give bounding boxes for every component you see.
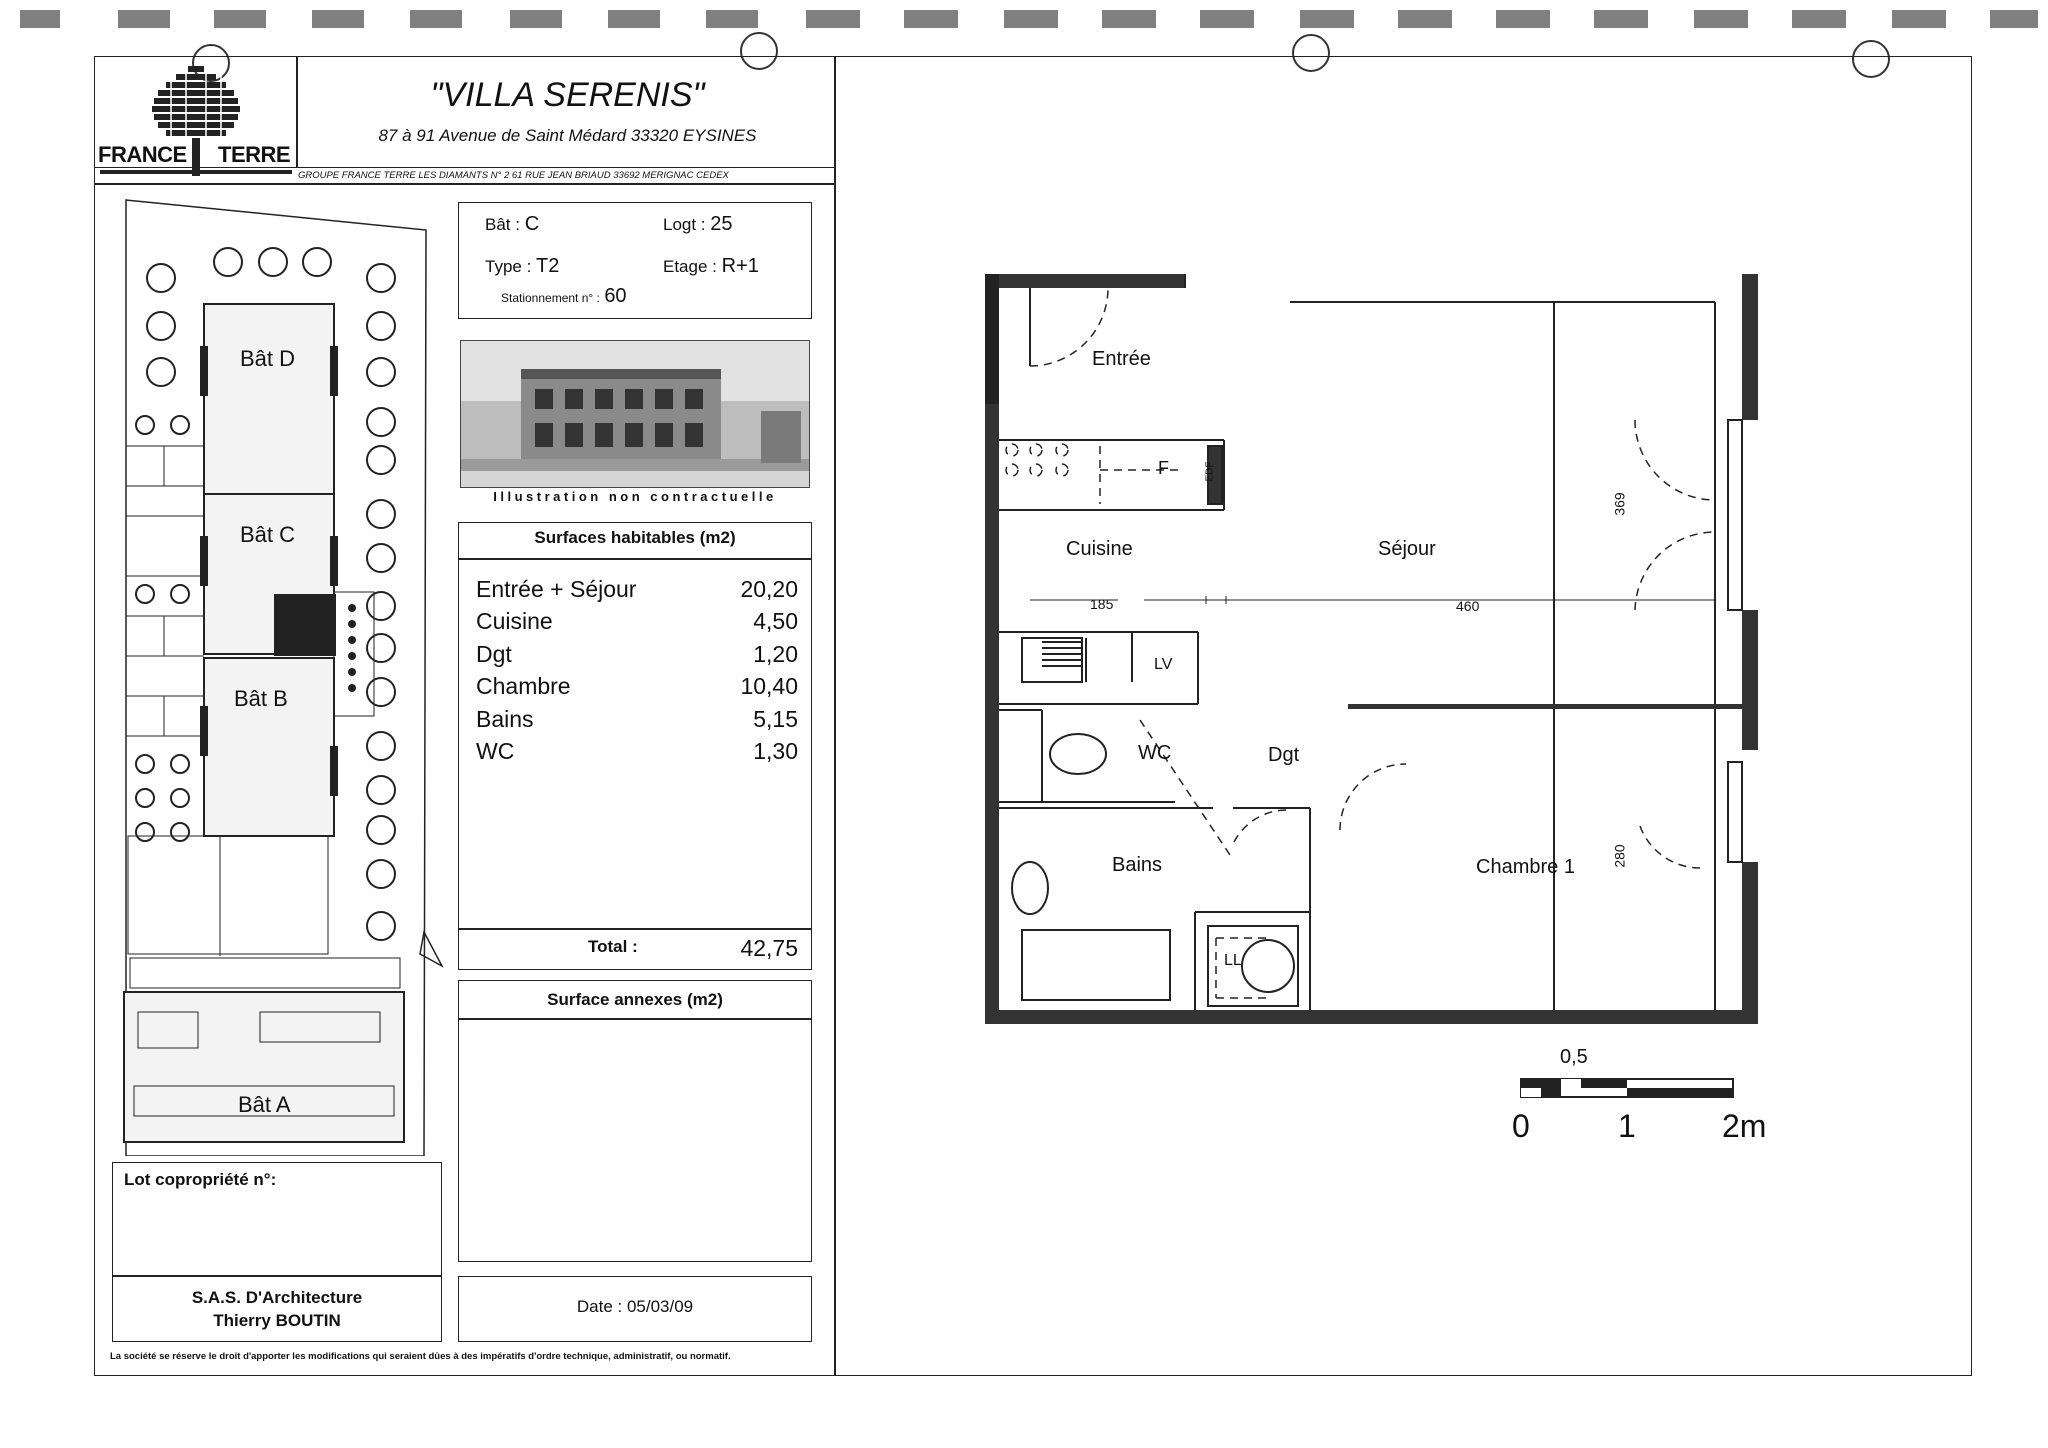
stationnement-label: Stationnement n° :: [501, 291, 600, 305]
surface-row-label: WC: [476, 738, 515, 764]
logt-field: [663, 213, 733, 236]
surface-row-label: Bains: [476, 706, 534, 732]
architect-box: [112, 1276, 442, 1342]
room-entree: Entrée: [1092, 348, 1151, 370]
surface-row-value: 1,30: [753, 738, 798, 764]
room-bains: Bains: [1112, 854, 1163, 876]
surface-row-label: Entrée + Séjour: [476, 576, 637, 602]
bat-c-label: Bât C: [240, 522, 296, 547]
project-address: 87 à 91 Avenue de Saint Médard 33320 EYSINES: [378, 126, 757, 145]
surface-row-label: Chambre: [476, 673, 571, 699]
logo-text-right: TERRE: [218, 142, 291, 167]
logo-text-left: FRANCE: [98, 142, 187, 167]
type-field: [485, 255, 559, 278]
etage-field: [663, 255, 759, 278]
room-chambre: Chambre 1: [1476, 856, 1575, 878]
etage-value: R+1: [721, 255, 759, 277]
surface-row-value: 20,20: [740, 576, 798, 602]
total-label: Total :: [588, 937, 638, 956]
bat-b-label: Bât B: [234, 686, 288, 711]
surfaces-total-divider: [458, 928, 812, 930]
header-divider: [94, 183, 835, 185]
floor-plan: [980, 270, 1760, 1030]
scale-two-label: 2m: [1722, 1108, 1767, 1144]
surface-row-label: Cuisine: [476, 608, 553, 634]
company-logo: [96, 62, 296, 182]
annexes-box: [458, 980, 812, 1262]
group-address: GROUPE FRANCE TERRE LES DIAMANTS N° 2 61 RUE JEAN BRIAUD 33692 MERIGNAC CEDEX: [298, 170, 729, 181]
fridge-label: F: [1158, 458, 1169, 478]
bat-label: Bât :: [485, 215, 520, 234]
annexes-heading-divider: [458, 1018, 812, 1020]
disclaimer: La société se réserve le droit d'apporter les modifications qui seraient dûes à des impératifs d'ordre technique, administratif, ou normatif.: [110, 1351, 731, 1362]
stationnement-value: 60: [604, 285, 627, 307]
surfaces-heading: Surfaces habitables (m2): [534, 528, 736, 547]
room-wc: WC: [1138, 742, 1172, 764]
bat-a-label: Bât A: [238, 1092, 291, 1117]
lot-info-box: [458, 202, 812, 319]
architect-line2: Thierry BOUTIN: [213, 1311, 341, 1330]
bat-d-label: Bât D: [240, 346, 296, 371]
surfaces-heading-divider: [458, 558, 812, 560]
stationnement-field: [501, 285, 627, 308]
column-divider: [834, 56, 836, 1376]
scale-zero-label: 0: [1512, 1108, 1530, 1144]
building-photo: [460, 340, 810, 488]
architect-line1: S.A.S. D'Architecture: [191, 1288, 363, 1307]
scale-half-label: 0,5: [1560, 1046, 1588, 1068]
dimension-460: 460: [1456, 598, 1480, 614]
etage-label: Etage :: [663, 257, 717, 276]
surface-row-value: 4,50: [753, 608, 798, 634]
lot-copropriete-label: Lot copropriété n°:: [124, 1170, 277, 1189]
lv-label: LV: [1154, 656, 1173, 673]
room-dgt: Dgt: [1268, 744, 1300, 766]
project-title: "VILLA SERENIS": [430, 76, 705, 114]
dimension-280: 280: [1611, 844, 1628, 868]
logo-divider: [296, 56, 298, 168]
dimension-185: 185: [1090, 596, 1114, 612]
bat-value: C: [524, 213, 540, 235]
type-value: T2: [536, 255, 560, 277]
surface-row-value: 1,20: [753, 641, 798, 667]
logt-value: 25: [710, 213, 733, 235]
logt-label: Logt :: [663, 215, 706, 234]
scale-one-label: 1: [1618, 1108, 1636, 1144]
site-plan: [120, 196, 450, 1156]
room-sejour: Séjour: [1378, 538, 1436, 560]
annexes-heading: Surface annexes (m2): [547, 990, 723, 1009]
photo-caption: Illustration non contractuelle: [493, 489, 777, 504]
ll-label: LL: [1224, 952, 1242, 969]
date-label: Date : 05/03/09: [576, 1297, 694, 1316]
dimension-369: 369: [1611, 492, 1628, 516]
surface-row-value: 10,40: [740, 673, 798, 699]
bat-field: [485, 213, 539, 236]
type-label: Type :: [485, 257, 532, 276]
scale-bar: [1512, 1044, 1782, 1154]
edf-label: EDF: [1204, 461, 1216, 482]
surface-row-value: 5,15: [753, 706, 798, 732]
room-cuisine: Cuisine: [1066, 538, 1133, 560]
total-value: 42,75: [740, 935, 798, 961]
surface-row-label: Dgt: [476, 641, 512, 667]
